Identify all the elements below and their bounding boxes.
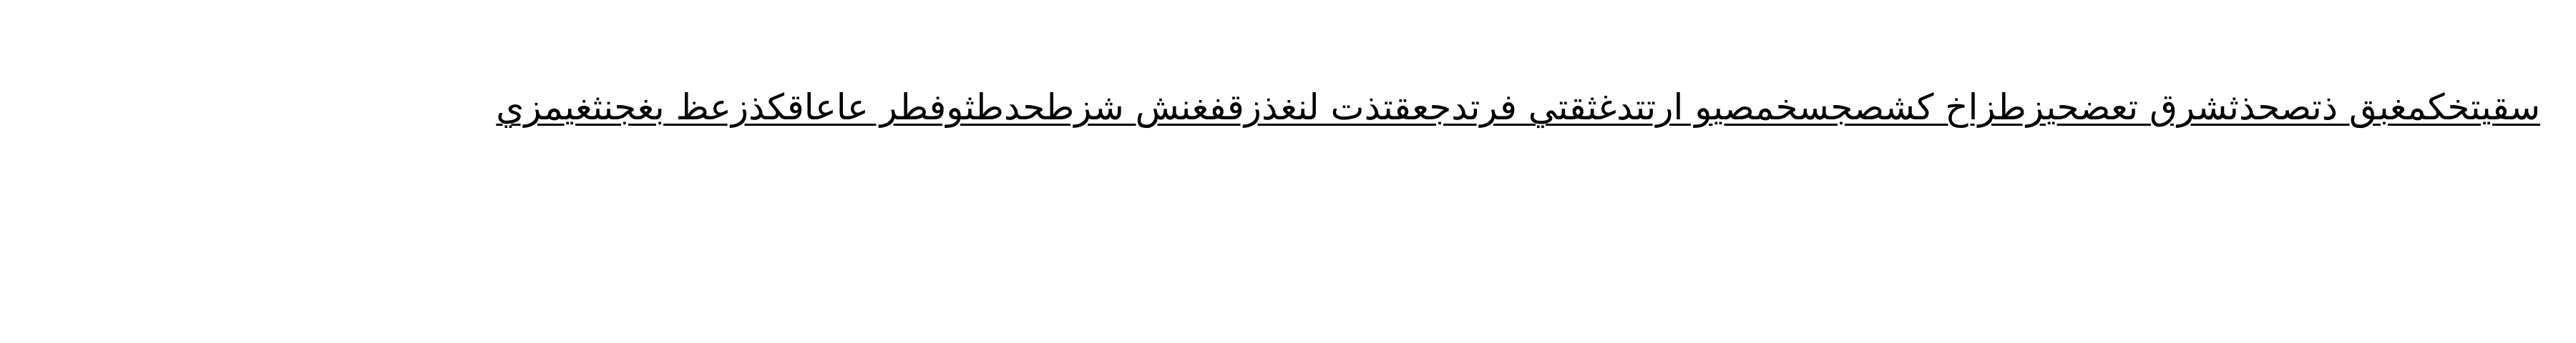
arabic-text-line: سقيتخكمغبق ذتصحذثشرق تعضحيزطزاخ كشصجسخمصيو ارتتدغثقتي فرتدجعقتذت لنغذزقفغنش شزطحدطثوفطر عاعاقكذزعظ بغجنثغيمزي [496,86,2540,128]
